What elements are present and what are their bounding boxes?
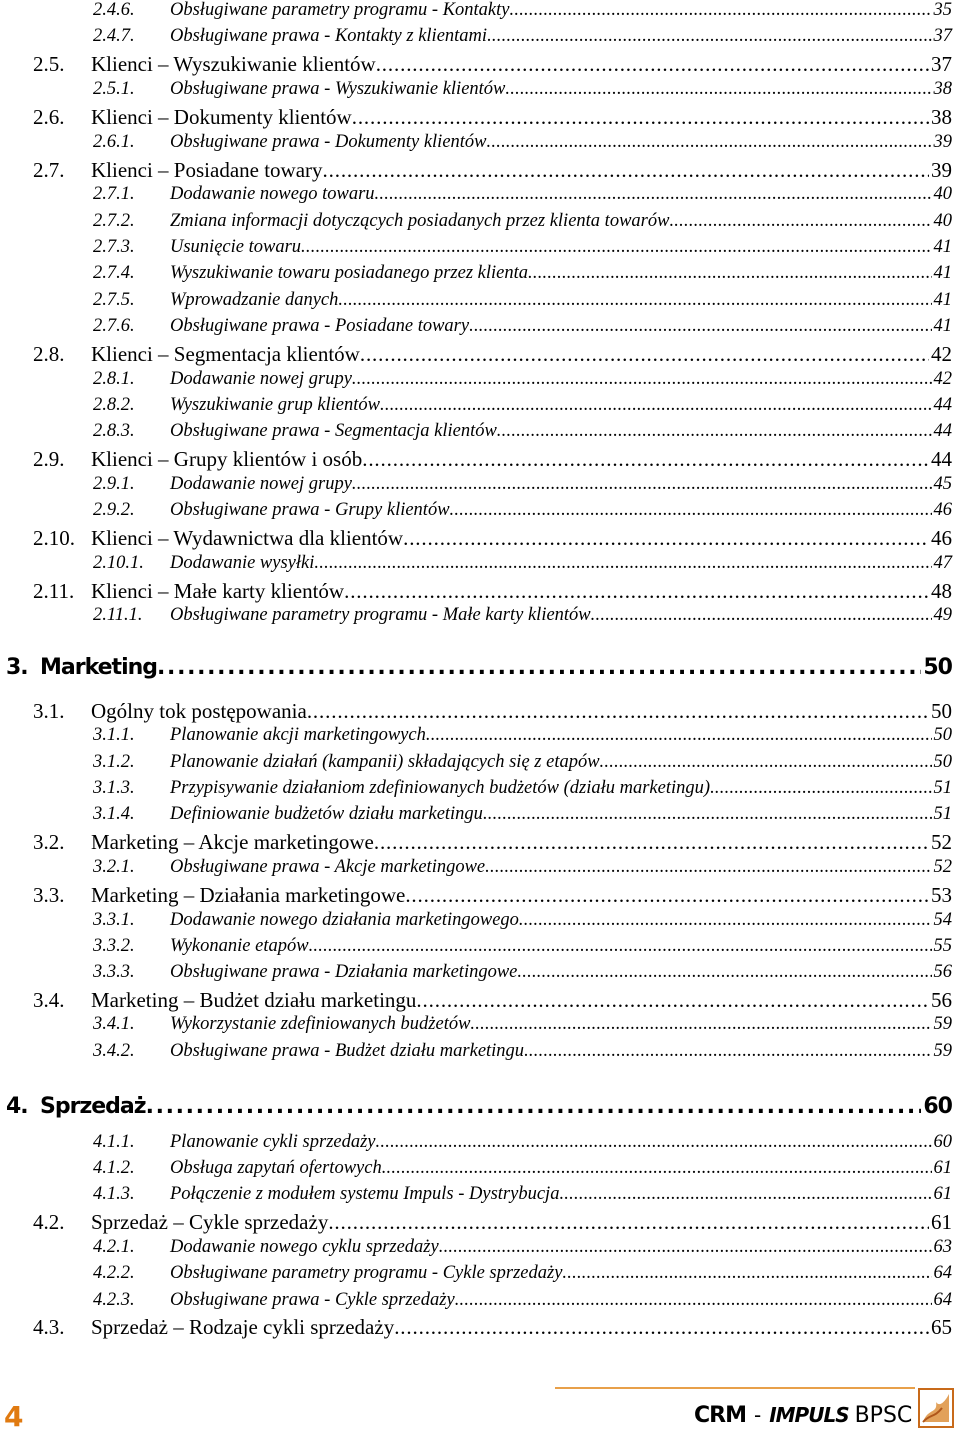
toc-entry-title: Dodawanie nowego cyklu sprzedaży bbox=[170, 1237, 439, 1257]
toc-entry[interactable] bbox=[93, 1014, 952, 1035]
toc-entry[interactable] bbox=[93, 1290, 952, 1311]
toc-entry-title: Klienci – Małe karty klientów bbox=[91, 579, 345, 603]
toc-entry-page: 50 bbox=[923, 655, 952, 680]
toc-entry-number: 2.7.6. bbox=[93, 316, 135, 336]
toc-entry[interactable] bbox=[93, 26, 952, 47]
toc-entry-title: Planowanie cykli sprzedaży bbox=[170, 1132, 376, 1152]
toc-dot-leader bbox=[376, 52, 929, 77]
toc-dot-leader bbox=[485, 857, 931, 878]
toc-entry-number: 4.1.3. bbox=[93, 1184, 135, 1204]
toc-dot-leader bbox=[382, 1158, 932, 1179]
toc-entry[interactable] bbox=[93, 1263, 952, 1284]
toc-entry[interactable] bbox=[93, 369, 952, 390]
brand-separator: - bbox=[753, 1403, 762, 1427]
brand-bpsc: BPSC bbox=[854, 1403, 913, 1428]
toc-entry-title: Klienci – Grupy klientów i osób bbox=[91, 447, 363, 471]
toc-entry[interactable] bbox=[33, 1315, 952, 1340]
toc-entry-title: Obsługiwane prawa - Wyszukiwanie klientów bbox=[170, 79, 506, 99]
toc-dot-leader bbox=[487, 132, 932, 153]
toc-dot-leader bbox=[301, 237, 931, 258]
toc-entry[interactable] bbox=[33, 883, 952, 908]
toc-entry-title: Dodawanie nowego działania marketingowego bbox=[170, 910, 519, 930]
footer-rule bbox=[555, 1387, 915, 1389]
toc-dot-leader bbox=[524, 1041, 931, 1062]
toc-entry-page: 44 bbox=[933, 395, 952, 415]
toc-entry-page: 53 bbox=[931, 883, 952, 907]
toc-entry-title: Połączenie z modułem systemu Impuls - Dystrybucja bbox=[170, 1184, 560, 1204]
toc-entry-number: 2.7.1. bbox=[93, 184, 135, 204]
toc-entry-title: Obsługiwane prawa - Segmentacja klientów bbox=[170, 421, 497, 441]
toc-entry-page: 50 bbox=[931, 699, 952, 723]
toc-entry-page: 54 bbox=[933, 910, 952, 930]
toc-entry-number: 3.1.2. bbox=[93, 752, 135, 772]
toc-dot-leader bbox=[338, 290, 931, 311]
toc-entry-title: Obsługiwane prawa - Budżet działu marketingu bbox=[170, 1041, 525, 1061]
toc-entry-page: 51 bbox=[933, 778, 952, 798]
toc-entry[interactable] bbox=[93, 263, 952, 284]
toc-entry-page: 52 bbox=[933, 857, 952, 877]
toc-entry-title: Sprzedaż – Cykle sprzedaży bbox=[91, 1210, 329, 1234]
toc-entry-page: 44 bbox=[933, 421, 952, 441]
toc-entry-title: Obsługiwane prawa - Kontakty z klientami bbox=[170, 26, 488, 46]
toc-entry-title: Klienci – Wydawnictwa dla klientów bbox=[91, 526, 404, 550]
toc-entry-number: 2.10. bbox=[33, 526, 75, 550]
toc-dot-leader bbox=[528, 263, 932, 284]
toc-entry[interactable] bbox=[93, 936, 952, 957]
toc-entry[interactable] bbox=[93, 910, 952, 931]
toc-entry-page: 60 bbox=[933, 1132, 952, 1152]
toc-entry-page: 46 bbox=[933, 500, 952, 520]
toc-entry-page: 38 bbox=[933, 79, 952, 99]
toc-entry-number: 2.5.1. bbox=[93, 79, 135, 99]
toc-entry-number: 3.3.2. bbox=[93, 936, 135, 956]
toc-entry[interactable] bbox=[93, 804, 952, 825]
toc-entry-number: 3.2. bbox=[33, 830, 65, 854]
toc-entry-number: 2.9. bbox=[33, 447, 65, 471]
toc-entry[interactable] bbox=[33, 526, 952, 551]
toc-entry-title: Marketing – Akcje marketingowe bbox=[91, 830, 374, 854]
toc-entry-title: Wyszukiwanie towaru posiadanego przez klienta bbox=[170, 263, 528, 283]
toc-entry-number: 4. bbox=[6, 1094, 28, 1119]
toc-entry[interactable] bbox=[93, 500, 952, 521]
brand-crm: CRM bbox=[694, 1403, 746, 1428]
toc-entry-page: 44 bbox=[931, 447, 952, 471]
toc-entry-number: 2.6.1. bbox=[93, 132, 135, 152]
toc-entry-number: 2.11. bbox=[33, 579, 75, 603]
toc-entry-page: 42 bbox=[931, 342, 952, 366]
toc-dot-leader bbox=[450, 500, 932, 521]
toc-entry-page: 45 bbox=[933, 474, 952, 494]
toc-entry[interactable] bbox=[93, 184, 952, 205]
toc-entry-title: Obsługiwane prawa - Działania marketingowe bbox=[170, 962, 518, 982]
toc-entry[interactable] bbox=[93, 0, 952, 21]
toc-entry[interactable] bbox=[33, 830, 952, 855]
toc-entry[interactable] bbox=[93, 1132, 952, 1153]
toc-entry-title: Obsługiwane parametry programu - Cykle sprzedaży bbox=[170, 1263, 563, 1283]
toc-entry[interactable] bbox=[93, 474, 952, 495]
toc-dot-leader bbox=[394, 1315, 929, 1340]
toc-dot-leader bbox=[403, 526, 929, 551]
toc-entry[interactable] bbox=[93, 395, 952, 416]
toc-entry-page: 40 bbox=[933, 211, 952, 231]
toc-entry-number: 3.4.1. bbox=[93, 1014, 135, 1034]
toc-dot-leader bbox=[307, 699, 929, 724]
toc-entry[interactable] bbox=[93, 316, 952, 337]
toc-entry-number: 4.1.1. bbox=[93, 1132, 135, 1152]
toc-entry-title: Planowanie akcji marketingowych bbox=[170, 725, 426, 745]
toc-entry-page: 51 bbox=[933, 804, 952, 824]
toc-entry-page: 50 bbox=[933, 725, 952, 745]
toc-entry[interactable] bbox=[33, 988, 952, 1013]
toc-dot-leader bbox=[426, 725, 932, 746]
toc-entry-title: Klienci – Wyszukiwanie klientów bbox=[91, 52, 376, 76]
brand-impuls: IMPULS bbox=[769, 1403, 849, 1427]
toc-entry-title: Obsługa zapytań ofertowych bbox=[170, 1158, 382, 1178]
toc-entry-page: 39 bbox=[931, 158, 952, 182]
toc-entry-page: 40 bbox=[933, 184, 952, 204]
toc-entry-page: 56 bbox=[933, 962, 952, 982]
toc-dot-leader bbox=[376, 1132, 932, 1153]
toc-entry-number: 2.7.4. bbox=[93, 263, 135, 283]
toc-dot-leader bbox=[323, 158, 929, 183]
toc-entry-page: 60 bbox=[923, 1094, 952, 1119]
toc-entry[interactable] bbox=[93, 778, 952, 799]
toc-entry-number: 2.4.7. bbox=[93, 26, 135, 46]
toc-entry-page: 59 bbox=[933, 1041, 952, 1061]
toc-entry-number: 3.3.1. bbox=[93, 910, 135, 930]
toc-entry-page: 42 bbox=[933, 369, 952, 389]
toc-dot-leader bbox=[146, 1094, 922, 1119]
toc-entry-title: Dodawanie nowej grupy bbox=[170, 369, 352, 389]
toc-entry-number: 4.1.2. bbox=[93, 1158, 135, 1178]
toc-entry-title: Definiowanie budżetów działu marketingu bbox=[170, 804, 483, 824]
toc-entry-title: Sprzedaż – Rodzaje cykli sprzedaży bbox=[91, 1315, 395, 1339]
toc-entry-title: Obsługiwane prawa - Dokumenty klientów bbox=[170, 132, 487, 152]
toc-entry-page: 61 bbox=[933, 1158, 952, 1178]
toc-entry-title: Ogólny tok postępowania bbox=[91, 699, 307, 723]
toc-entry-page: 52 bbox=[931, 830, 952, 854]
toc-entry-number: 3. bbox=[6, 655, 28, 680]
toc-entry-title: Obsługiwane prawa - Grupy klientów bbox=[170, 500, 450, 520]
toc-dot-leader bbox=[469, 316, 931, 337]
toc-entry-number: 2.7.3. bbox=[93, 237, 135, 257]
toc-entry-number: 2.8.2. bbox=[93, 395, 135, 415]
toc-entry-page: 61 bbox=[933, 1184, 952, 1204]
toc-entry[interactable] bbox=[93, 1237, 952, 1258]
toc-entry-page: 50 bbox=[933, 752, 952, 772]
toc-dot-leader bbox=[374, 830, 929, 855]
toc-entry-title: Wykonanie etapów bbox=[170, 936, 309, 956]
toc-entry-page: 49 bbox=[933, 605, 952, 625]
toc-entry-number: 2.7. bbox=[33, 158, 65, 182]
toc-entry-number: 3.1.1. bbox=[93, 725, 135, 745]
toc-dot-leader bbox=[497, 421, 932, 442]
toc-dot-leader bbox=[416, 988, 929, 1013]
toc-entry-number: 2.4.6. bbox=[93, 0, 135, 20]
toc-entry-title: Obsługiwane prawa - Posiadane towary bbox=[170, 316, 470, 336]
toc-dot-leader bbox=[600, 752, 932, 773]
toc-dot-leader bbox=[559, 1184, 931, 1205]
toc-entry-page: 37 bbox=[933, 26, 952, 46]
toc-entry[interactable] bbox=[93, 857, 952, 878]
page-number: 4 bbox=[4, 1400, 24, 1433]
toc-entry-page: 41 bbox=[933, 290, 952, 310]
toc-entry[interactable] bbox=[33, 52, 952, 77]
toc-entry-number: 4.3. bbox=[33, 1315, 65, 1339]
toc-dot-leader bbox=[710, 778, 931, 799]
toc-entry-page: 39 bbox=[933, 132, 952, 152]
toc-entry-number: 4.2.3. bbox=[93, 1290, 135, 1310]
toc-entry-page: 37 bbox=[931, 52, 952, 76]
toc-dot-leader bbox=[470, 1014, 931, 1035]
toc-dot-leader bbox=[352, 105, 929, 130]
brand-logo bbox=[694, 1403, 912, 1428]
toc-entry[interactable] bbox=[33, 158, 952, 183]
toc-dot-leader bbox=[455, 1290, 932, 1311]
toc-entry[interactable] bbox=[6, 1094, 952, 1119]
toc-entry[interactable] bbox=[93, 1158, 952, 1179]
toc-dot-leader bbox=[314, 553, 931, 574]
toc-entry-title: Przypisywanie działaniom zdefiniowanych budżetów (działu marketingu) bbox=[170, 778, 711, 798]
toc-entry-title: Marketing – Działania marketingowe bbox=[91, 883, 406, 907]
toc-entry[interactable] bbox=[33, 579, 952, 604]
toc-entry-number: 3.4.2. bbox=[93, 1041, 135, 1061]
toc-dot-leader bbox=[487, 26, 931, 47]
toc-entry[interactable] bbox=[93, 237, 952, 258]
toc-dot-leader bbox=[562, 1263, 931, 1284]
toc-dot-leader bbox=[360, 342, 929, 367]
toc-entry[interactable] bbox=[93, 79, 952, 100]
toc-entry[interactable] bbox=[33, 1210, 952, 1235]
toc-entry[interactable] bbox=[93, 1041, 952, 1062]
toc-entry-number: 3.3. bbox=[33, 883, 65, 907]
toc-dot-leader bbox=[405, 883, 929, 908]
toc-entry-title: Obsługiwane prawa - Akcje marketingowe bbox=[170, 857, 486, 877]
toc-entry-number: 2.10.1. bbox=[93, 553, 144, 573]
toc-dot-leader bbox=[328, 1210, 929, 1235]
toc-entry[interactable] bbox=[33, 699, 952, 724]
toc-entry[interactable] bbox=[93, 725, 952, 746]
toc-entry[interactable] bbox=[93, 752, 952, 773]
toc-entry[interactable] bbox=[93, 421, 952, 442]
toc-entry-number: 3.4. bbox=[33, 988, 65, 1012]
toc-entry-number: 2.5. bbox=[33, 52, 65, 76]
toc-entry-number: 3.1.3. bbox=[93, 778, 135, 798]
toc-entry-number: 2.11.1. bbox=[93, 605, 143, 625]
toc-entry[interactable] bbox=[33, 105, 952, 130]
toc-entry-page: 48 bbox=[931, 579, 952, 603]
toc-entry-page: 35 bbox=[933, 0, 952, 20]
toc-dot-leader bbox=[375, 184, 932, 205]
toc-entry-number: 4.2.2. bbox=[93, 1263, 135, 1283]
toc-entry[interactable] bbox=[93, 553, 952, 574]
toc-dot-leader bbox=[510, 0, 932, 21]
toc-entry[interactable] bbox=[33, 447, 952, 472]
toc-entry-title: Usunięcie towaru bbox=[170, 237, 302, 257]
toc-entry-title: Klienci – Segmentacja klientów bbox=[91, 342, 360, 366]
toc-entry-title: Zmiana informacji dotyczących posiadanych przez klienta towarów bbox=[170, 211, 670, 231]
toc-entry[interactable] bbox=[93, 962, 952, 983]
toc-dot-leader bbox=[157, 655, 921, 680]
toc-entry[interactable] bbox=[93, 132, 952, 153]
toc-dot-leader bbox=[344, 579, 929, 604]
toc-entry-page: 59 bbox=[933, 1014, 952, 1034]
toc-entry[interactable] bbox=[6, 655, 952, 680]
toc-entry-number: 2.6. bbox=[33, 105, 65, 129]
toc-entry-page: 63 bbox=[933, 1237, 952, 1257]
toc-entry-page: 56 bbox=[931, 988, 952, 1012]
toc-entry-number: 2.9.2. bbox=[93, 500, 135, 520]
toc-entry-number: 2.8. bbox=[33, 342, 65, 366]
toc-entry-number: 3.1. bbox=[33, 699, 65, 723]
toc-entry-title: Marketing bbox=[40, 655, 158, 680]
toc-entry-title: Wprowadzanie danych bbox=[170, 290, 339, 310]
toc-entry-title: Wykorzystanie zdefiniowanych budżetów bbox=[170, 1014, 471, 1034]
toc-entry-page: 41 bbox=[933, 237, 952, 257]
toc-entry-number: 2.7.5. bbox=[93, 290, 135, 310]
toc-entry[interactable] bbox=[93, 605, 952, 626]
toc-entry[interactable] bbox=[93, 211, 952, 232]
toc-entry-page: 61 bbox=[931, 1210, 952, 1234]
toc-entry-title: Obsługiwane parametry programu - Kontakty bbox=[170, 0, 510, 20]
bpsc-logo-icon bbox=[918, 1388, 954, 1428]
toc-entry-title: Obsługiwane parametry programu - Małe karty klientów bbox=[170, 605, 591, 625]
toc-entry-number: 2.9.1. bbox=[93, 474, 135, 494]
toc-dot-leader bbox=[439, 1237, 932, 1258]
toc-entry-page: 47 bbox=[933, 553, 952, 573]
toc-dot-leader bbox=[362, 447, 929, 472]
toc-entry-page: 41 bbox=[933, 263, 952, 283]
toc-entry-title: Marketing – Budżet działu marketingu bbox=[91, 988, 417, 1012]
toc-dot-leader bbox=[352, 474, 932, 495]
toc-dot-leader bbox=[505, 79, 931, 100]
toc-dot-leader bbox=[669, 211, 931, 232]
toc-entry-title: Wyszukiwanie grup klientów bbox=[170, 395, 380, 415]
toc-entry-title: Planowanie działań (kampanii) składających się z etapów bbox=[170, 752, 600, 772]
toc-dot-leader bbox=[483, 804, 932, 825]
toc-dot-leader bbox=[352, 369, 932, 390]
toc-entry-number: 2.7.2. bbox=[93, 211, 135, 231]
toc-entry-page: 46 bbox=[931, 526, 952, 550]
toc-entry-number: 3.3.3. bbox=[93, 962, 135, 982]
toc-entry-page: 38 bbox=[931, 105, 952, 129]
toc-entry-number: 2.8.1. bbox=[93, 369, 135, 389]
toc-entry-number: 3.1.4. bbox=[93, 804, 135, 824]
toc-dot-leader bbox=[591, 605, 932, 626]
toc-entry[interactable] bbox=[93, 1184, 952, 1205]
toc-entry-number: 2.8.3. bbox=[93, 421, 135, 441]
toc-entry-title: Dodawanie nowego towaru bbox=[170, 184, 375, 204]
toc-entry-title: Obsługiwane prawa - Cykle sprzedaży bbox=[170, 1290, 455, 1310]
toc-entry-title: Klienci – Dokumenty klientów bbox=[91, 105, 352, 129]
toc-dot-leader bbox=[309, 936, 932, 957]
toc-entry-page: 64 bbox=[933, 1290, 952, 1310]
toc-entry-title: Dodawanie wysyłki bbox=[170, 553, 315, 573]
toc-entry-page: 55 bbox=[933, 936, 952, 956]
toc-entry[interactable] bbox=[33, 342, 952, 367]
toc-entry-number: 4.2. bbox=[33, 1210, 65, 1234]
toc-dot-leader bbox=[519, 910, 932, 931]
toc-entry-page: 64 bbox=[933, 1263, 952, 1283]
toc-entry-page: 41 bbox=[933, 316, 952, 336]
toc-entry-title: Klienci – Posiadane towary bbox=[91, 158, 323, 182]
toc-dot-leader bbox=[517, 962, 931, 983]
toc-entry-title: Sprzedaż bbox=[40, 1094, 146, 1119]
toc-dot-leader bbox=[380, 395, 932, 416]
toc-entry-number: 3.2.1. bbox=[93, 857, 135, 877]
toc-entry-page: 65 bbox=[931, 1315, 952, 1339]
toc-entry[interactable] bbox=[93, 290, 952, 311]
toc-entry-number: 4.2.1. bbox=[93, 1237, 135, 1257]
toc-entry-title: Dodawanie nowej grupy bbox=[170, 474, 352, 494]
